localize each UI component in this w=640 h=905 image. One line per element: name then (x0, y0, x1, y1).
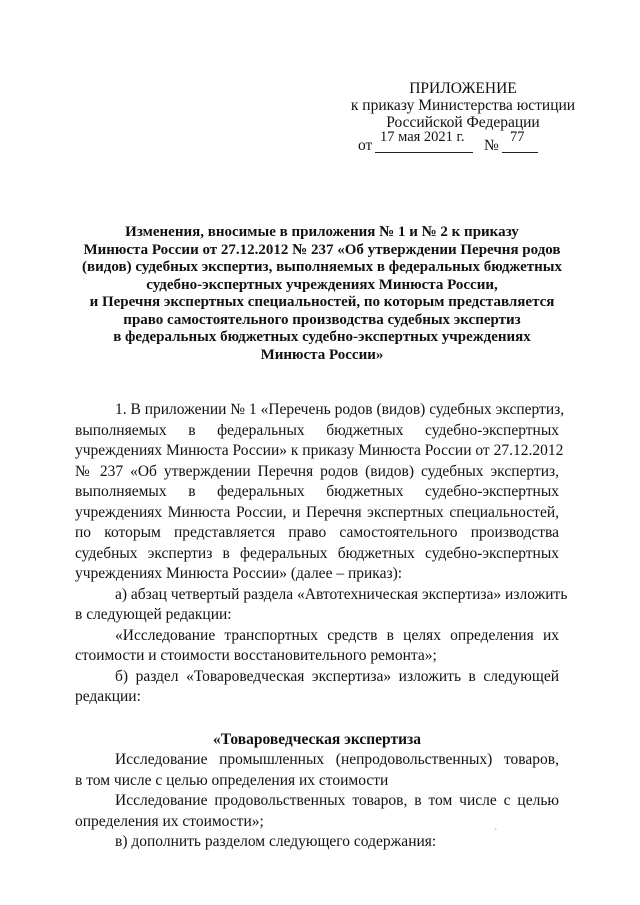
appendix-line-1: к приказу Министерства юстиции (350, 97, 576, 114)
paragraph-a-line: в следующей редакции: (75, 606, 232, 623)
paragraph-1-line: учреждениях Минюста России» к приказу Минюста России от 27.12.2012 (75, 442, 564, 459)
section-paragraph-1-line: Исследование промышленных (непродовольственных) товаров, (115, 751, 559, 768)
appendix-header (318, 80, 608, 131)
section-paragraph-2-line: Исследование продовольственных товаров, в том числе с целью (115, 792, 559, 809)
paragraph-1-line: 1. В приложении № 1 «Перечень родов (видов) судебных экспертиз, (115, 401, 565, 418)
quote-line: «Исследование транспортных средств в целях определения их (115, 626, 559, 644)
paragraph-b-line: б) раздел «Товароведческая экспертиза» изложить в следующей (115, 667, 559, 685)
heading-line: судебно-экспертных учреждениях Минюста России, (146, 276, 498, 293)
heading-line: (видов) судебных экспертиз, выполняемых в федеральных бюджетных (82, 259, 562, 275)
order-date: 17 мая 2021 г. (380, 129, 465, 145)
paragraph-1-line: № 237 «Об утверждении Перечня родов (видов) судебных экспертиз, (75, 462, 559, 480)
number-underline (502, 152, 538, 153)
heading-line: Изменения, вносимые в приложения № 1 и № 2 к приказу (125, 224, 519, 240)
heading-line: право самостоятельного производства судебных экспертиз (123, 311, 521, 328)
heading-line: в федеральных бюджетных судебно-экспертных учреждениях (113, 329, 531, 345)
paragraph-1-line: выполняемых в федеральных бюджетных судебно-экспертных (75, 421, 559, 439)
document-heading (62, 224, 582, 364)
section-paragraph-2-line: определения их стоимости»; (75, 812, 264, 830)
quote-line: стоимости и стоимости восстановительного ремонта»; (75, 647, 437, 664)
appendix-title: ПРИЛОЖЕНИЕ (409, 80, 517, 97)
document-body (75, 400, 568, 853)
paragraph-b-line: редакции: (75, 688, 141, 705)
paragraph-1-line: судебных экспертиз в федеральных бюджетных судебно-экспертных (75, 544, 559, 562)
paragraph-a-line: а) абзац четвертый раздела «Автотехническая экспертиза» изложить (115, 585, 568, 603)
paragraph-v: в) дополнить разделом следующего содержания: (115, 833, 437, 850)
paragraph-1-line: выполняемых в федеральных бюджетных судебно-экспертных (75, 483, 559, 500)
heading-line: Минюста России» (260, 346, 384, 363)
from-label: от (358, 137, 373, 154)
paragraph-1-line: учреждениях Минюста России» (далее – приказ): (75, 565, 403, 582)
paragraph-1-line: по которым представляется право самостоятельного производства (75, 524, 559, 541)
paragraph-1-line: учреждениях Минюста России, и Перечня экспертных специальностей, (75, 503, 559, 521)
order-date-number (358, 129, 618, 155)
date-underline (375, 152, 473, 153)
order-number: 77 (510, 129, 525, 145)
appendix-line-2: Российской Федерации (386, 114, 540, 131)
number-label: № (484, 137, 499, 154)
scan-mark-icon: ˋ (494, 828, 498, 839)
section-paragraph-1-line: в том числе с целью определения их стоимости (75, 771, 389, 789)
heading-line: и Перечня экспертных специальностей, по которым представляется (89, 294, 555, 310)
heading-line: Минюста России от 27.12.2012 № 237 «Об утверждении Перечня родов (83, 241, 561, 258)
section-title: «Товароведческая экспертиза (212, 730, 422, 748)
